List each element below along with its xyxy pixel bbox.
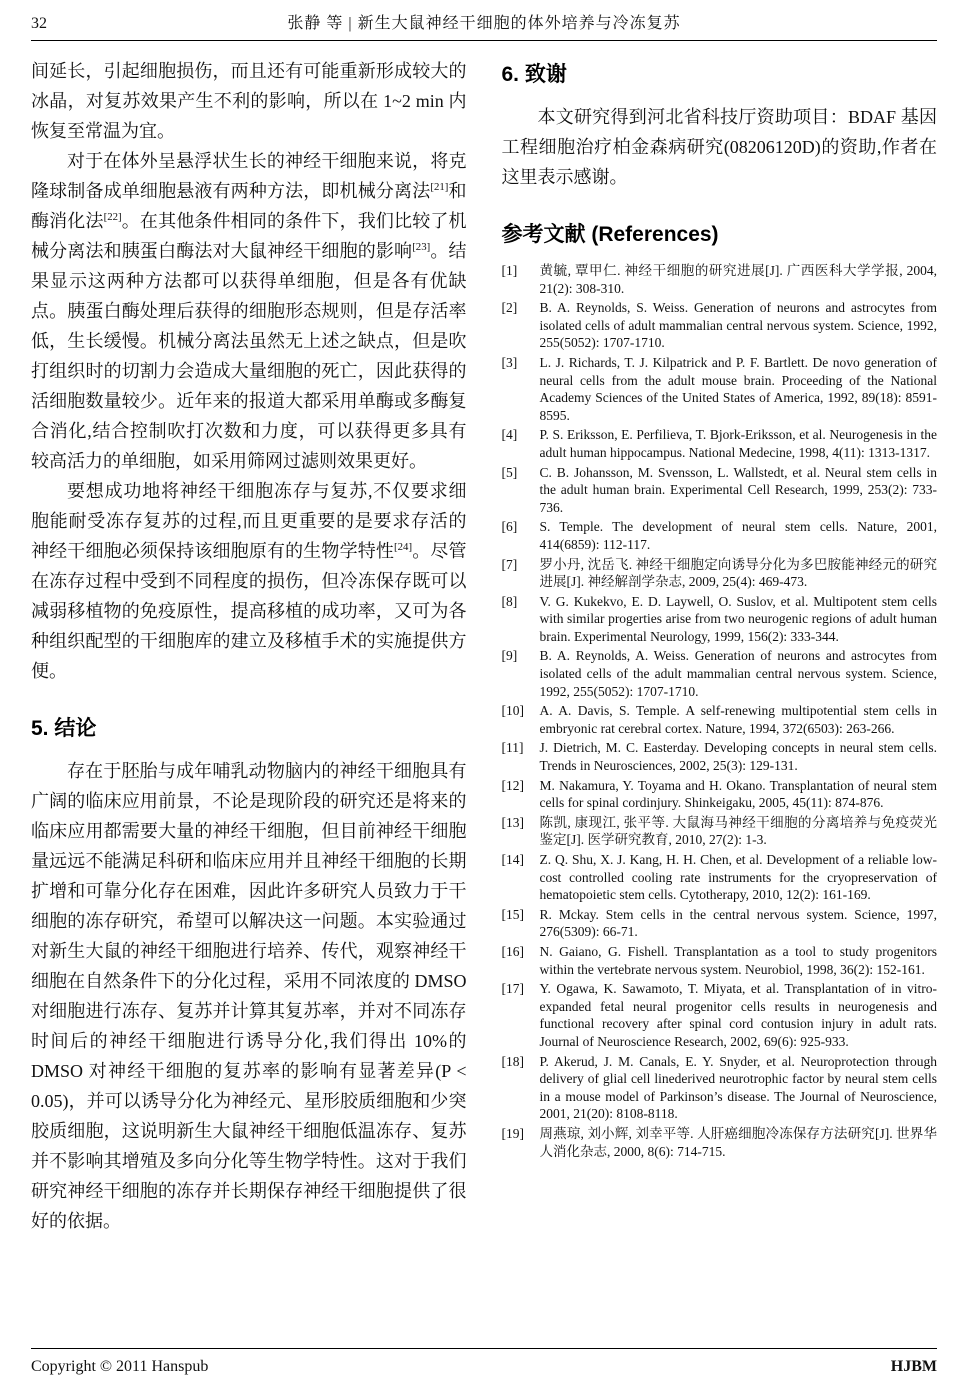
- reference-item: [502, 980, 938, 1050]
- reference-number: [10]: [501, 703, 524, 719]
- reference-text: J. Dietrich, M. C. Easterday. Developing concepts in neural stem cells. Trends in Neurosciences, 2002, 25(3): 129-131.: [539, 740, 937, 774]
- journal-abbreviation: HJBM: [890, 1358, 937, 1375]
- page-number: 32: [31, 15, 47, 32]
- reference-text: 陈凯, 康现江, 张平等. 大鼠海马神经干细胞的分离培养与免疫荧光鉴定[J]. 医学研究教育, 2010, 27(2): 1-3.: [539, 814, 937, 848]
- reference-item: [502, 593, 938, 646]
- reference-number: [11]: [501, 740, 524, 756]
- reference-number: [18]: [501, 1053, 524, 1069]
- reference-text: N. Gaiano, G. Fishell. Transplantation as a tool to study progenitors within the vertebrate nervous system. Neurobiol, 1998, 36(2): 152-161.: [539, 943, 937, 977]
- paragraph: 间延长，引起细胞损伤，而且还有可能重新形成较大的冰晶，对复苏效果产生不利的影响，所以在 1~2 min 内恢复至常温为宜。: [31, 61, 467, 141]
- reference-text: A. A. Davis, S. Temple. A self-renewing multipotential stem cells in embryonic rat cerebral cortex. Nature, 1994, 372(6503): 263-266.: [539, 703, 937, 736]
- reference-number: [14]: [501, 852, 524, 867]
- section-6-heading: 6. 致谢: [501, 63, 567, 86]
- reference-item: [502, 426, 938, 461]
- left-intro-paragraphs: [31, 56, 467, 686]
- reference-text: V. G. Kukekvo, E. D. Laywell, O. Suslov, et al. Multipotent stem cells with similar progerties arise from two neurogenic regions of adult human brain. Experimental Neurology, 1999, 156(2): 333-344.: [539, 593, 937, 644]
- reference-text: B. A. Reynolds, A. Weiss. Generation of neurons and astrocytes from isolated cells of the adult mammalian central nervous system. Science, 1992, 255(5052): 1707-1710.: [539, 648, 937, 699]
- reference-item: [502, 777, 938, 812]
- paragraph: 本文研究得到河北省科技厅资助项目：BDAF 基因工程细胞治疗柏金森病研究(08206120D)的资助,作者在这里表示感谢。: [501, 107, 937, 187]
- paragraph: 存在于胚胎与成年哺乳动物脑内的神经干细胞具有广阔的临床应用前景，不论是现阶段的研究还是将来的临床应用都需要大量的神经干细胞，但目前神经干细胞量远远不能满足科研和临床应用并且神经干细胞的长期扩增和可靠分化存在困难，因此许多研究人员致力于干细胞的冻存研究，希望可以解决这一问题。本实验通过对新生大鼠的神经干细胞进行培养、传代，观察神经干细胞在自然条件下的分化过程，采用不同浓度的 DMSO 对细胞进行冻存、复苏并计算其复苏率，并对不同冻存时间后的神经干细胞进行诱导分化,我们得出 10%的 DMSO 对神经干细胞的复苏率的影响有显著差异(P < 0.05)，并可以诱导分化为神经元、星形胶质细胞和少突胶质细胞，这说明新生大鼠神经干细胞低温冻存、复苏并不影响其增殖及多向分化等生物学特性。这对于我们研究神经干细胞的冻存并长期保存神经干细胞提供了很好的依据。: [31, 761, 467, 1231]
- two-column-layout: [31, 56, 937, 1236]
- reference-number: [12]: [501, 777, 524, 793]
- reference-text: 周燕琼, 刘小辉, 刘幸平等. 人肝癌细胞冷冻保存方法研究[J]. 世界华人消化杂志, 2000, 8(6): 714-715.: [539, 1125, 937, 1159]
- reference-number: [9]: [501, 648, 518, 664]
- right-column: [502, 56, 938, 1236]
- section-5-body: [31, 756, 467, 1236]
- reference-text: P. Akerud, J. M. Canals, E. Y. Snyder, et al. Neuroprotection through delivery of glial cell linederived neurotrophic factor by neural stem cells in a mouse model of Parkinson’s disease. The Journal of Neuroscience, 2001, 21(20): 8108-8118.: [539, 1053, 937, 1122]
- left-column: [31, 56, 467, 1236]
- reference-text: M. Nakamura, Y. Toyama and H. Okano. Transplantation of neural stem cells for spinal cordinjury. Shinkeigaku, 2005, 45(11): 874-876.: [539, 777, 937, 811]
- reference-text: Z. Q. Shu, X. J. Kang, H. H. Chen, et al. Development of a reliable low-cost controlled cooling rate instruments for the cryopreservation of hematopoietic stem cells. Cytotherapy, 2010, 12(2): 161-169.: [539, 852, 937, 903]
- reference-text: P. S. Eriksson, E. Perfilieva, T. Bjork-Eriksson, et al. Neurogenesis in the adult human hippocampus. National Medecine, 1998, 4(11): 1313-1317.: [539, 427, 937, 460]
- reference-item: [502, 464, 938, 517]
- reference-text: 黄毓, 覃甲仁. 神经干细胞的研究进展[J]. 广西医科大学学报, 2004, 21(2): 308-310.: [539, 263, 937, 296]
- reference-number: [17]: [501, 981, 524, 997]
- page-header: [31, 10, 937, 41]
- reference-item: [502, 851, 938, 904]
- reference-text: B. A. Reynolds, S. Weiss. Generation of neurons and astrocytes from isolated cells of adult mammalian central nervous system. Science, 1992, 255(5052): 1707-1710.: [539, 300, 937, 351]
- references-heading: 参考文献 (References): [501, 223, 719, 246]
- paragraph: 对于在体外呈悬浮状生长的神经干细胞来说，将克隆球制备成单细胞悬液有两种方法，即机械分离法[21]和酶消化法[22]。在其他条件相同的条件下，我们比较了机械分离法和胰蛋白酶法对大鼠神经干细胞的影响[23]。结果显示这两种方法都可以获得单细胞，但是各有优缺点。胰蛋白酶处理后获得的细胞形态规则，但是存活率低，生长缓慢。机械分离法虽然无上述之缺点，但是吹打组织时的切割力会造成大量细胞的死亡，因此获得的活细胞数量较少。近年来的报道大都采用单酶或多酶复合消化,结合控制吹打次数和力度，可以获得更多具有较高活力的单细胞，如采用筛网过滤则效果更好。: [31, 151, 467, 471]
- reference-number: [1]: [501, 263, 518, 278]
- reference-item: [502, 943, 938, 978]
- reference-number: [5]: [501, 464, 518, 480]
- paragraph: 要想成功地将神经干细胞冻存与复苏,不仅要求细胞能耐受冻存复苏的过程,而且更重要的是要求存活的神经干细胞必须保持该细胞原有的生物学特性[24]。尽管在冻存过程中受到不同程度的损伤，但冷冻保存既可以减弱移植物的免疫原性，提高移植的成功率，又可为各种组织配型的干细胞库的建立及移植手术的实施提供方便。: [31, 481, 467, 681]
- reference-item: [502, 647, 938, 700]
- reference-number: [13]: [501, 814, 524, 830]
- reference-text: Y. Ogawa, K. Sawamoto, T. Miyata, et al. Transplantation of in vitro-expanded fetal neural progenitor cells results in neurogenesis and functional recovery after spinal cord contusion injury in adult rats. Journal of Neuroscience Research, 2002, 69(6): 925-933.: [539, 981, 937, 1049]
- page-footer: [31, 1348, 937, 1376]
- reference-text: 罗小丹, 沈岳飞. 神经干细胞定向诱导分化为多巴胺能神经元的研究进展[J]. 神经解剖学杂志, 2009, 25(4): 469-473.: [539, 556, 937, 590]
- reference-item: [502, 702, 938, 737]
- reference-text: L. J. Richards, T. J. Kilpatrick and P. F. Bartlett. De novo generation of neural cells from the adult mouse brain. Proceeding of the National Academy Sciences of the United States of America, 1992, 89(18): 8591-8595.: [539, 354, 937, 423]
- section-5-heading: 5. 结论: [31, 717, 97, 740]
- reference-item: [502, 518, 938, 553]
- section-6-body: [502, 102, 938, 192]
- reference-number: [15]: [501, 906, 524, 922]
- reference-text: S. Temple. The development of neural stem cells. Nature, 2001, 414(6859): 112-117.: [539, 519, 937, 552]
- reference-item: [502, 1125, 938, 1160]
- reference-number: [3]: [501, 354, 518, 370]
- reference-item: [502, 739, 938, 774]
- reference-number: [8]: [501, 593, 518, 609]
- reference-number: [6]: [501, 519, 518, 535]
- reference-item: [502, 814, 938, 849]
- reference-text: R. Mckay. Stem cells in the central nervous system. Science, 1997, 276(5309): 66-71.: [539, 906, 937, 940]
- reference-item: [502, 262, 938, 297]
- reference-number: [4]: [501, 427, 518, 443]
- copyright-text: Copyright © 2011 Hanspub: [31, 1358, 209, 1375]
- reference-item: [502, 299, 938, 352]
- reference-number: [16]: [501, 943, 524, 959]
- reference-item: [502, 1053, 938, 1123]
- reference-item: [502, 906, 938, 941]
- reference-item: [502, 556, 938, 591]
- running-title: 张静 等 | 新生大鼠神经干细胞的体外培养与冷冻复苏: [287, 15, 681, 32]
- reference-item: [502, 354, 938, 424]
- references-list: [502, 262, 938, 1160]
- reference-number: [2]: [501, 300, 518, 316]
- reference-number: [7]: [501, 556, 518, 572]
- reference-number: [19]: [501, 1125, 524, 1141]
- reference-text: C. B. Johansson, M. Svensson, L. Wallstedt, et al. Neural stem cells in the adult human brain. Experimental Cell Research, 1999, 253(2): 733-736.: [539, 464, 937, 515]
